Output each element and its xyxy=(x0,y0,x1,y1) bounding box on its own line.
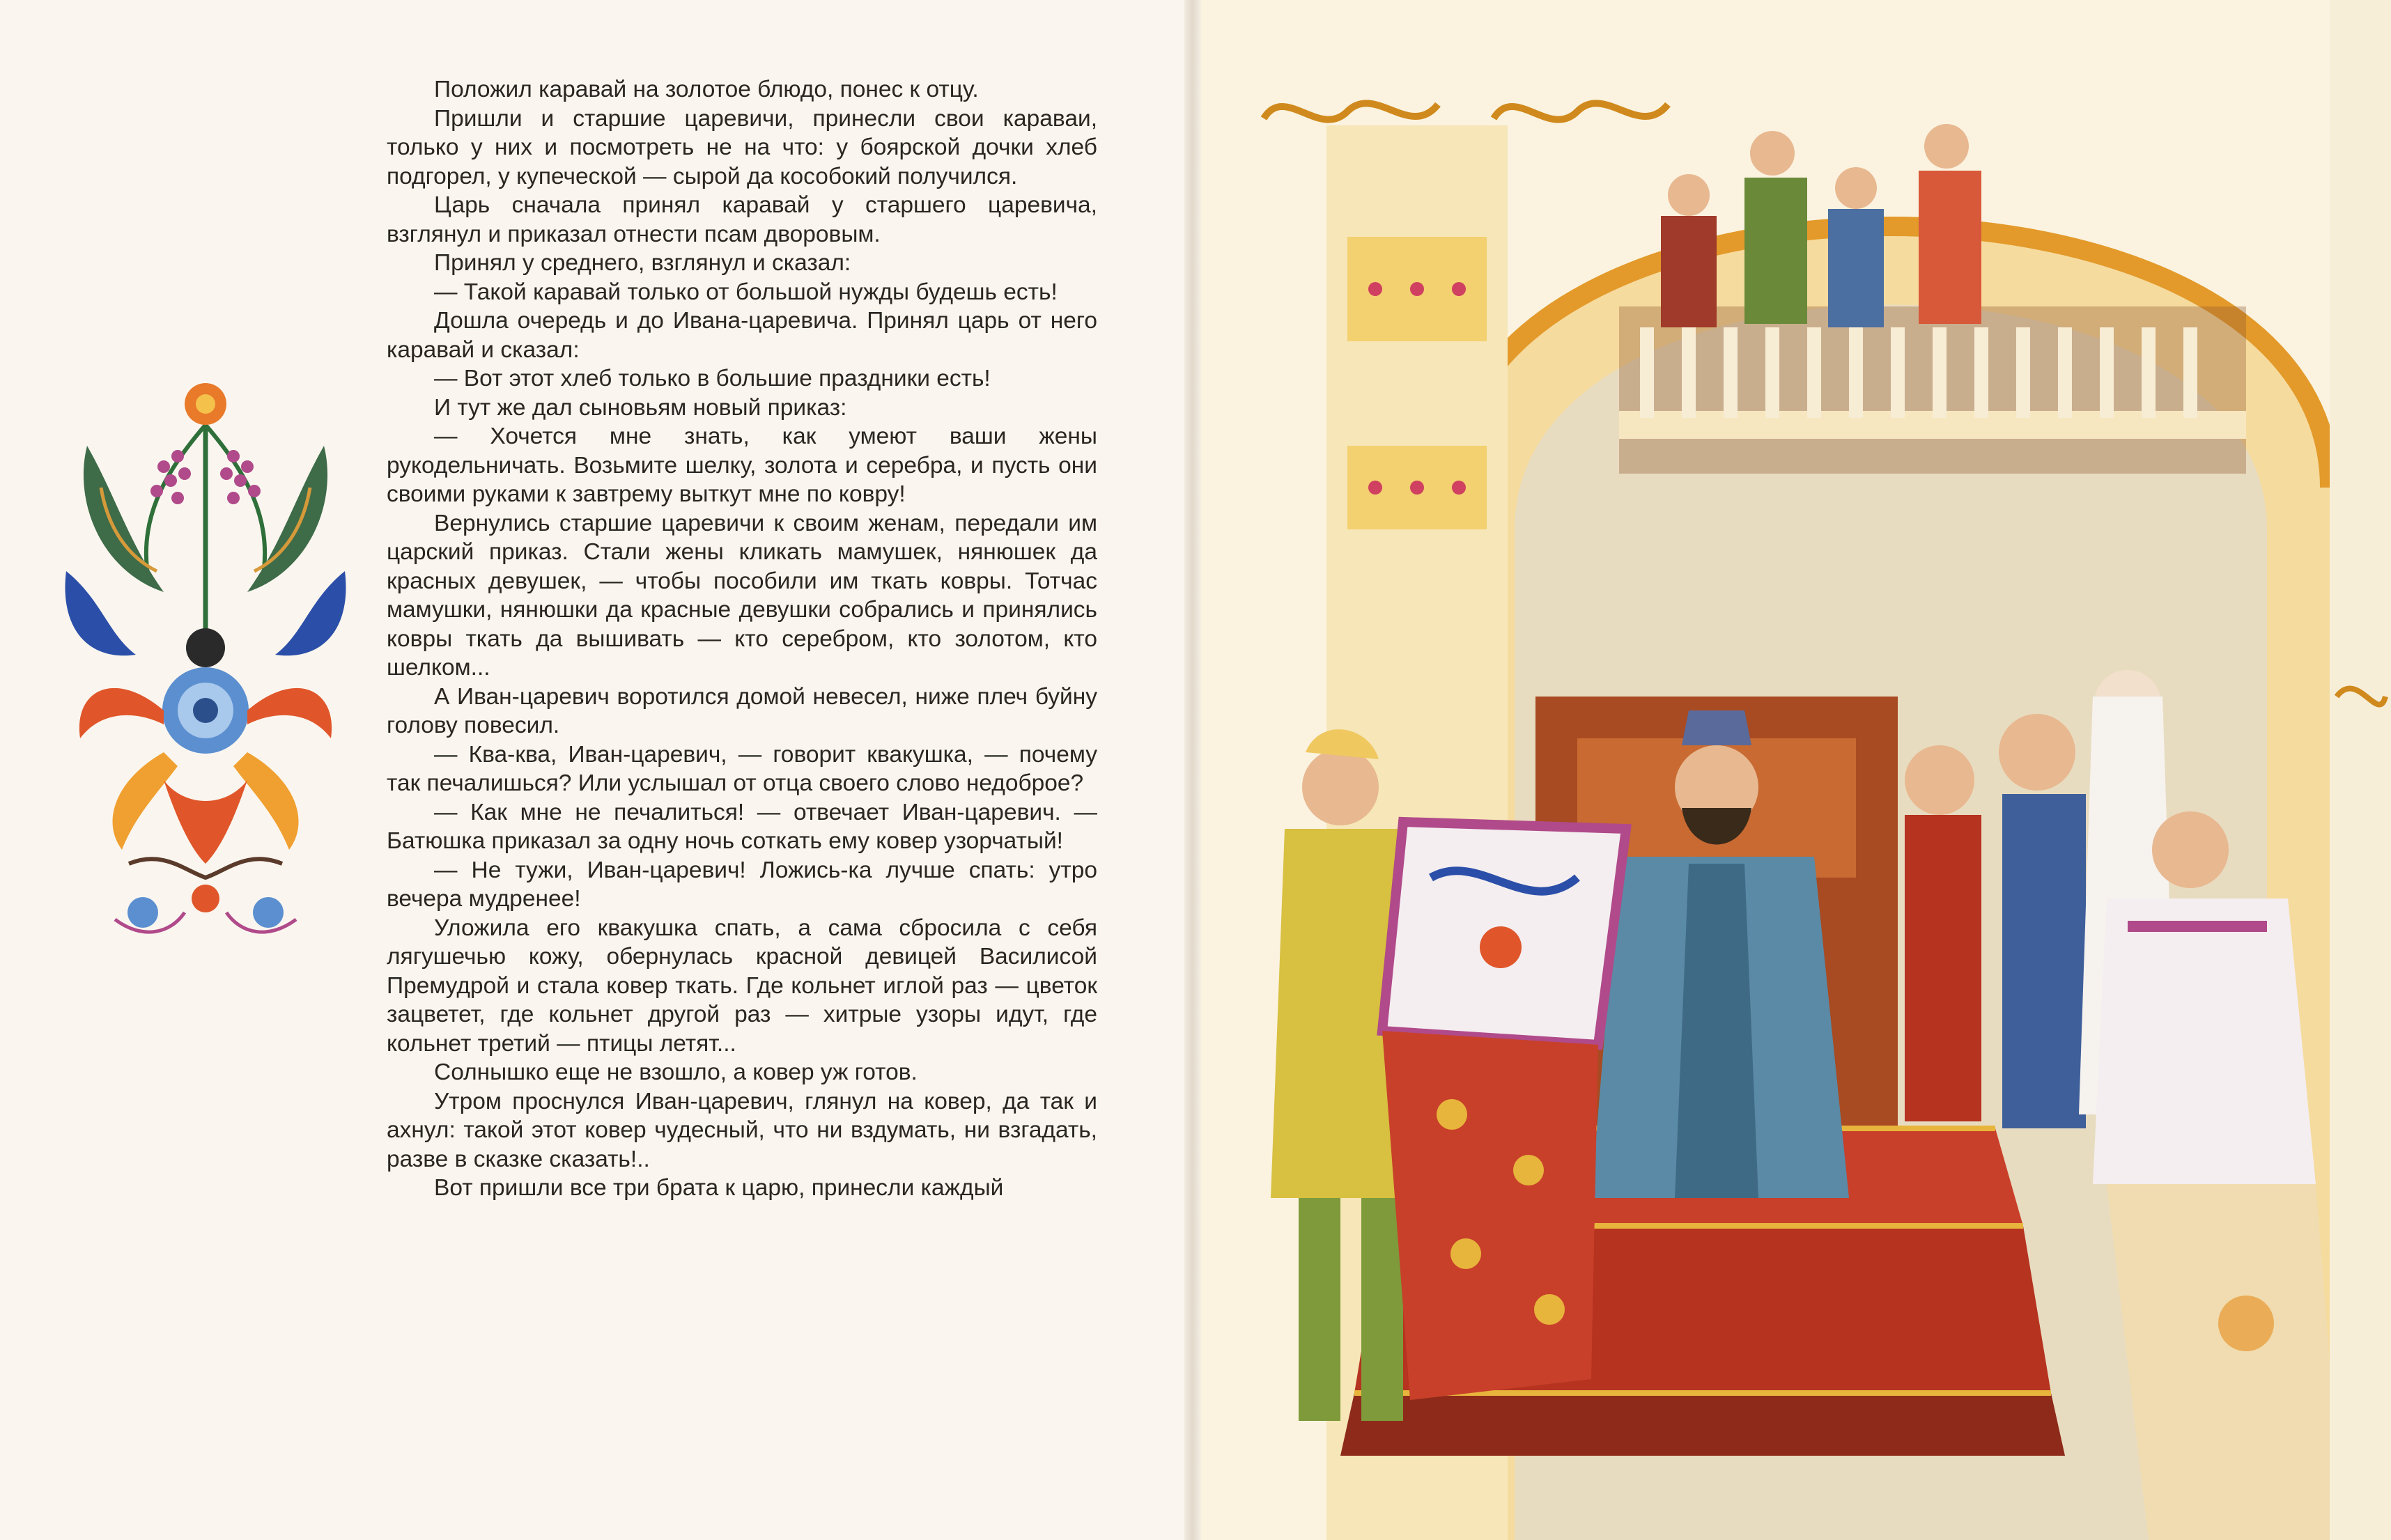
paragraph: Положил каравай на золотое блюдо, понес к отцу. xyxy=(434,77,979,102)
paragraph: Принял у среднего, взглянул и сказал: xyxy=(434,250,851,276)
paragraph: — Ква-ква, Иван-царевич, — говорит квакушка, — почему так печалишься? Или услышал от отца своего слово недоброе? xyxy=(387,741,1097,796)
right-page xyxy=(1201,0,2391,1540)
paragraph: — Вот этот хлеб только в большие праздники есть! xyxy=(434,366,991,391)
paragraph: И тут же дал сыновьям новый приказ: xyxy=(434,394,847,421)
left-page xyxy=(0,0,1193,1540)
paragraph: Уложила его квакушка спать, а сама сбросила с себя лягушечью кожу, обернулась красной девицей Василисой Премудрой и стала ковер ткать. Где кольнет иглой раз — цветок зацветет, где кольнет другой раз — хитрые узоры идут, где кольнет третий — птицы летят... xyxy=(387,915,1097,1057)
book-gutter xyxy=(1184,0,1201,1540)
paragraph: — Не тужи, Иван-царевич! Ложись-ка лучше спать: утро вечера мудренее! xyxy=(387,857,1097,912)
paragraph: Вернулись старшие царевичи к своим женам, передали им царский приказ. Стали жены кликать мамушек, нянюшек да красных девушек, — чтобы пособили им ткать ковры. Тотчас мамушки, нянюшки да красные девушки собрались и принялись ковры ткать да вышивать — кто серебром, кто золотом, кто шелком... xyxy=(387,510,1097,680)
paragraph: Царь сначала принял каравай у старшего царевича, взглянул и приказал отнести псам дворовым. xyxy=(387,192,1097,247)
paragraph: — Как мне не печалиться! — отвечает Иван-царевич. — Батюшка приказал за одну ночь соткать ему ковер узорчатый! xyxy=(387,799,1097,854)
paragraph: — Хочется мне знать, как умеют ваши жены рукодельничать. Возьмите шелку, золота и серебра, и пусть они своими руками к завтрему выткут мне по ковру! xyxy=(387,423,1097,507)
folk-ornament xyxy=(59,362,352,940)
paragraph: Солнышко еще не взошло, а ковер уж готов. xyxy=(434,1059,918,1085)
palace-illustration xyxy=(1201,0,2391,1540)
story-text xyxy=(387,75,1097,1203)
paragraph: Пришли и старшие царевичи, принесли свои караваи, только у них и посмотреть не на что: у боярской дочки хлеб подгорел, у купеческой — сырой да кособокий получился. xyxy=(387,105,1097,189)
paragraph: — Такой каравай только от большой нужды будешь есть! xyxy=(434,279,1058,305)
paragraph: Вот пришли все три брата к царю, принесли каждый xyxy=(434,1175,1004,1201)
paragraph: А Иван-царевич воротился домой невесел, ниже плеч буйну голову повесил. xyxy=(387,683,1097,738)
paragraph: Утром проснулся Иван-царевич, глянул на ковер, да так и ахнул: такой этот ковер чудесный, что ни вздумать, ни взгадать, разве в сказке сказать!.. xyxy=(387,1088,1097,1172)
paragraph: Дошла очередь и до Ивана-царевича. Принял царь от него каравай и сказал: xyxy=(387,308,1097,363)
